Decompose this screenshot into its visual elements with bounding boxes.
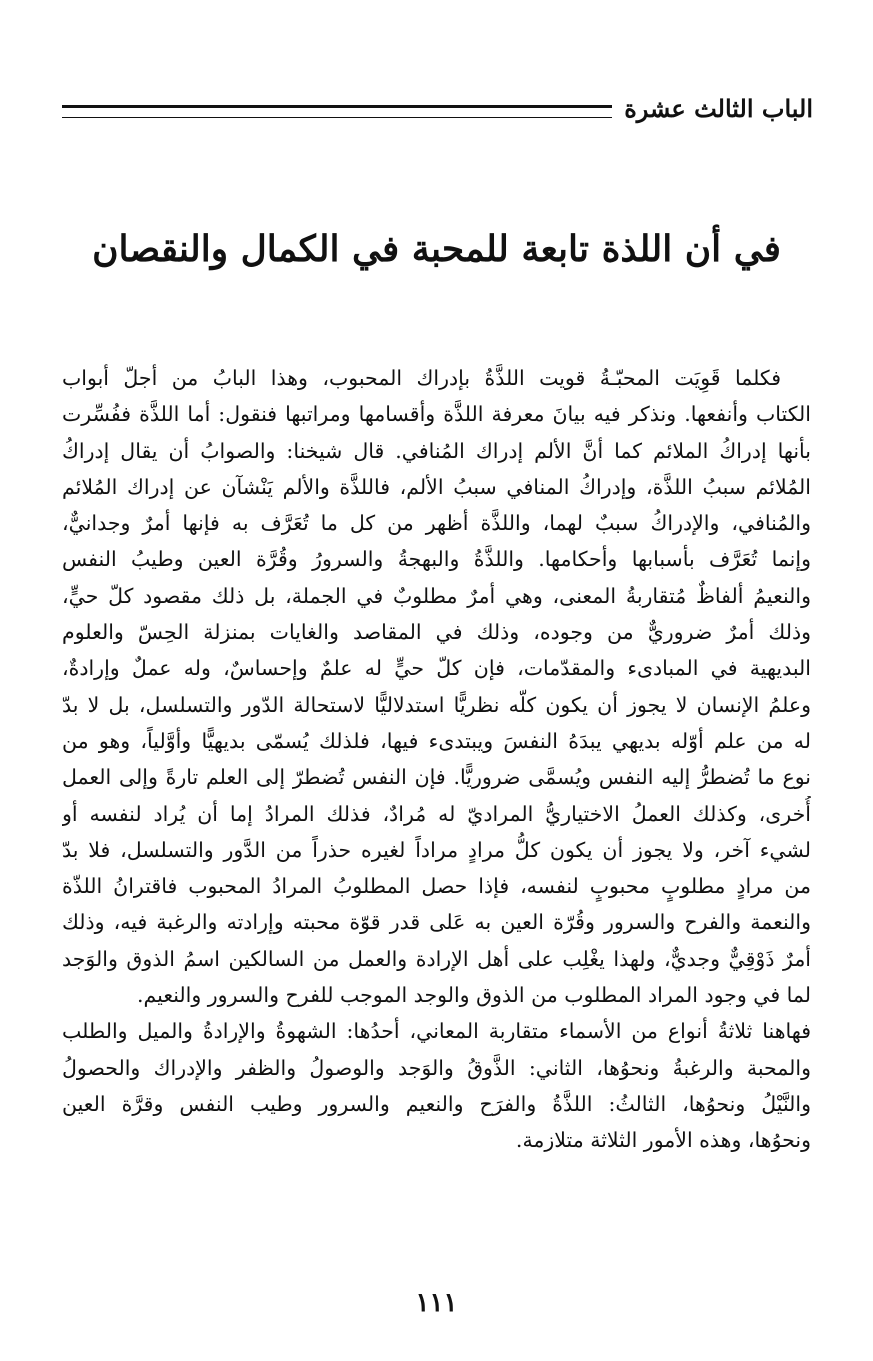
text-line: لشيء آخر، ولا يجوز أن يكون كلُّ مرادٍ مراداً لغيره حذراً من الدَّور والتسلسل، فلا بدّ	[62, 837, 811, 862]
text-line: وذلك أمرٌ ضروريٌّ من وجوده، وذلك في المقاصد والغايات بمنزلة الحِسّ والعلوم	[62, 620, 811, 645]
text-line: من مرادٍ مطلوبٍ محبوبٍ لنفسه، فإذا حصل المطلوبُ المرادُ المحبوب فاقترانُ اللذّة	[62, 874, 811, 899]
text-line: والنَّيْلُ ونحوُها، الثالثُ: اللذَّةُ والفرَح والنعيم والسرور وطيب النفس وقرَّة العين	[62, 1091, 811, 1116]
text-line: الكتاب وأنفعها. ونذكر فيه بيانَ معرفة اللذَّة وأقسامها ومراتبها فنقول: أما اللذَّة ففُسِّرت	[62, 402, 811, 427]
text-line: البديهية في المبادىء والمقدّمات، فإن كلّ حيٍّ له علمٌ وإحساسٌ، وله عملٌ وإرادةٌ،	[62, 656, 811, 681]
text-line: أمرٌ ذَوْقِيٌّ وجديٌّ، ولهذا يغْلِب على أهل الإرادة والعمل من السالكين اسمُ الذوق والوَجد	[62, 946, 811, 971]
text-line: ونحوُها، وهذه الأمور الثلاثة متلازمة.	[515, 1128, 811, 1153]
chapter-label: الباب الثالث عشرة	[624, 94, 813, 123]
text-line: والنعيمُ ألفاظٌ مُتقاربةُ المعنى، وهي أمرٌ مطلوبٌ في الجملة، بل ذلك مقصود كلّ حيٍّ،	[62, 583, 811, 608]
text-line: والنعمة والفرح والسرور وقُرّة العين به عَلى قدر قوّة محبته وإرادته والرغبة فيه، وذلك	[62, 910, 811, 935]
text-line: له من علم أوّله بديهي يبدَهُ النفسَ ويبتدىء فيها، فلذلك يُسمّى بديهيًّا وأوَّلياً، وهو من	[62, 728, 811, 753]
text-line: المُلائم سببُ اللذَّة، وإدراكُ المنافي سببُ الألم، فاللذَّة والألم يَنْشآن عن إدراك المُلائم	[62, 474, 811, 499]
body-text	[62, 360, 811, 1159]
text-line: لما في وجود المراد المطلوب من الذوق والوجد الموجب للفرح والسرور والنعيم.	[136, 983, 811, 1008]
text-line: والمُنافي، والإدراكُ سببٌ لهما، واللذَّة أظهر من كل ما تُعَرَّف به فإنها أمرٌ وجدانيٌّ،	[62, 511, 811, 536]
text-line: فكلما قَوِيَت المحبّـةُ قويت اللذَّةُ بإدراك المحبوب، وهذا البابُ من أجلّ أبواب	[62, 366, 781, 390]
text-line: والمحبة والرغبةُ ونحوُها، الثاني: الذَّوقُ والوَجد والوصولُ والظفر والإدراك والحصولُ	[62, 1055, 811, 1080]
text-line: وإنما تُعَرَّف بأسبابها وأحكامها. واللذَّةُ والبهجةُ والسرورُ وقُرَّة العين وطيبُ النفس	[62, 547, 811, 572]
chapter-title: في أن اللذة تابعة للمحبة في الكمال والنقصان	[92, 228, 781, 270]
text-line: نوع ما تُضطرُّ إليه النفس ويُسمَّى ضروريًّا. فإن النفس تُضطرّ إلى العلم تارةً وإلى العمل	[62, 765, 811, 790]
running-header	[62, 88, 813, 130]
header-rule	[62, 105, 612, 118]
text-line: وعلمُ الإنسان لا يجوز أن يكون كلّه نظريًّا استدلاليًّا لاستحالة الدّور والتسلسل، بل لا بدّ	[62, 692, 811, 717]
text-line: فهاهنا ثلاثةُ أنواع من الأسماء متقاربة المعاني، أحدُها: الشهوةُ والإرادةُ والميل والطلب	[62, 1019, 811, 1044]
text-line: أُخرى، وكذلك العملُ الاختياريُّ المراديّ له مُرادٌ، فذلك المرادُ إما أن يُراد لنفسه أو	[62, 801, 811, 826]
page-number: ١١١	[415, 1288, 458, 1318]
text-line: بأنها إدراكُ الملائم كما أنَّ الألم إدراك المُنافي. قال شيخنا: والصوابُ أن يقال إدراكُ	[62, 438, 811, 463]
